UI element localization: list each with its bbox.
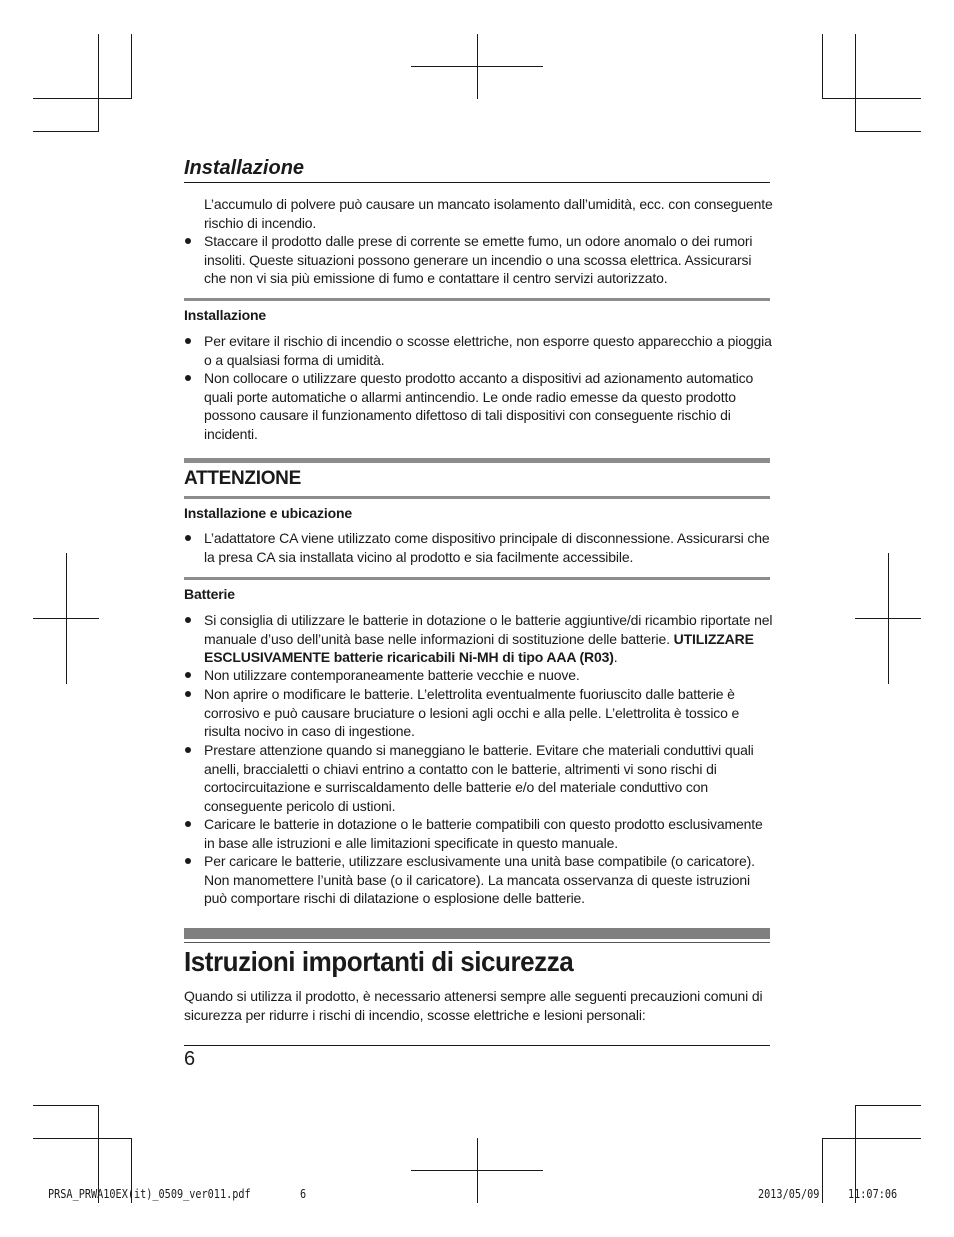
safety-intro: Quando si utilizza il prodotto, è necessario attenersi sempre alle seguenti precauzioni comuni di sicurezza per ridurre i rischi di incendio, scosse elettriche e lesioni personali: <box>184 988 763 1023</box>
section-title: Installazione <box>184 157 305 179</box>
list-item: Non utilizzare contemporaneamente batterie vecchie e nuove. <box>204 667 580 683</box>
continuation-text: L’accumulo di polvere può causare un mancato isolamento dall’umidità, ecc. con conseguente rischio di incendio. <box>204 196 773 231</box>
ubicazione-heading: Installazione e ubicazione <box>184 505 353 521</box>
list-item: Staccare il prodotto dalle prese di corrente se emette fumo, un odore anomalo o dei rumori insoliti. Queste situazioni possono generare un incendio o una scossa elettrica. Assicurarsi che non vi sia più emissione di fumo e contattare il centro servizi autorizzato. <box>204 233 753 286</box>
list-item: L’adattatore CA viene utilizzato come dispositivo principale di disconnessione. Assicurarsi che la presa CA sia installata vicino al prodotto e sia facilmente accessibile. <box>204 530 770 565</box>
title-bar <box>184 928 770 939</box>
footer-sheet: 6 <box>300 1187 307 1201</box>
warning-bold-text: UTILIZZARE ESCLUSIVAMENTE batterie ricaricabili Ni-MH di tipo AAA (R03) <box>204 630 754 665</box>
installazione-heading: Installazione <box>184 307 267 323</box>
attenzione-top-bar <box>184 458 770 463</box>
attenzione-bottom-bar <box>184 496 770 499</box>
list-item: Non aprire o modificare le batterie. L’elettrolita eventualmente fuoriuscito dalle batterie è corrosivo e può causare bruciature o lesioni agli occhi e alla pelle. L’elettrolita è tossico e risulta nocivo in caso di ingestione. <box>204 686 740 739</box>
list-item: Si consiglia di utilizzare le batterie in dotazione o le batterie aggiuntive/di ricambio riportate nel manuale d’uso dell’unità base nelle informazioni di sostituzione delle batterie. UTILIZZARE ESCLUSIVAMENTE batterie ricaricabili Ni-MH di tipo AAA (R03). <box>204 612 773 665</box>
section-divider <box>184 298 770 301</box>
section-title-rule <box>184 182 770 183</box>
title-rule <box>184 942 770 943</box>
footer-time: 11:07:06 <box>848 1187 898 1201</box>
list-item: Caricare le batterie in dotazione o le batterie compatibili con questo prodotto esclusivamente in base alle istruzioni e alle limitazioni specificate in questo manuale. <box>204 816 763 851</box>
page-number: 6 <box>184 1048 196 1070</box>
list-item: Per caricare le batterie, utilizzare esclusivamente una unità base compatibile (o caricatore). Non manomettere l’unità base (o il caricatore). La mancata osservanza di queste istruzioni può comportare rischi di dilatazione o esplosione delle batterie. <box>204 853 755 906</box>
list-item: Non collocare o utilizzare questo prodotto accanto a dispositivi ad azionamento automatico quali porte automatiche o allarmi antincendio. Le onde radio emesse da questo prodotto possono causare il funzionamento difettoso di tali dispositivi con conseguente rischio di incidenti. <box>204 370 754 442</box>
footer-filename: PRSA_PRWA10EX(it)_0509_ver011.pdf <box>48 1187 251 1201</box>
page-title: Istruzioni importanti di sicurezza <box>184 946 574 977</box>
list-item: Per evitare il rischio di incendio o scosse elettriche, non esporre questo apparecchio a pioggia o a qualsiasi forma di umidità. <box>204 333 772 368</box>
footer-date: 2013/05/09 <box>758 1187 820 1201</box>
list-item: Prestare attenzione quando si maneggiano le batterie. Evitare che materiali conduttivi quali anelli, braccialetti o chiavi entrino a contatto con le batterie, altrimenti vi sono rischi di cortocircuitazione e surriscaldamento delle batterie e/o del materiale conduttivo con conseguente pericolo di ustioni. <box>204 742 754 814</box>
footer-rule <box>184 1045 770 1046</box>
batterie-heading: Batterie <box>184 586 235 602</box>
attenzione-heading: ATTENZIONE <box>184 468 301 489</box>
section-divider <box>184 577 770 580</box>
